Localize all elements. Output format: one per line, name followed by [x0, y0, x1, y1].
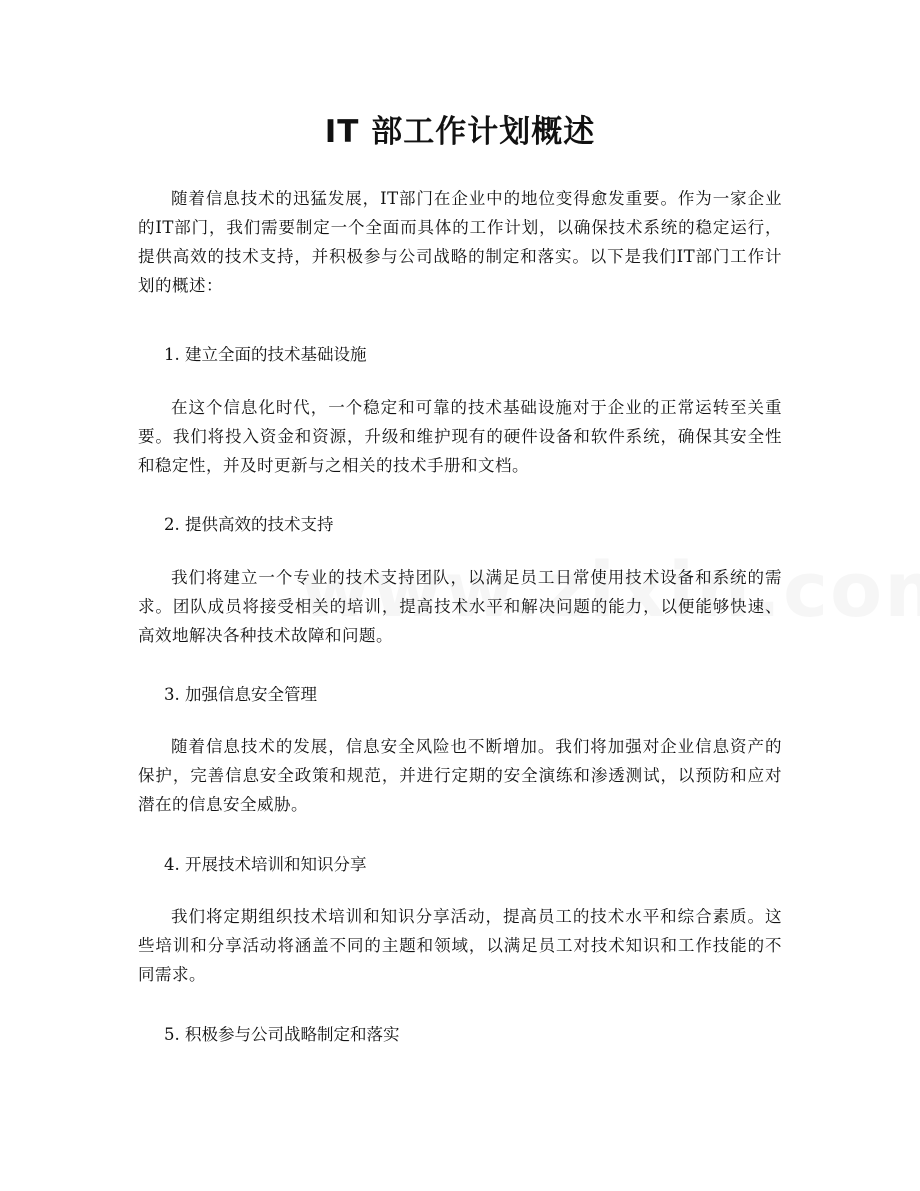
section-heading-3: 3. 加强信息安全管理 [164, 685, 317, 704]
section-heading-1: 1. 建立全面的技术基础设施 [164, 345, 367, 364]
section-body-1: 在这个信息化时代，一个稳定和可靠的技术基础设施对于企业的正常运转至关重要。我们将投入资金和资源，升级和维护现有的硬件设备和软件系统，确保其安全性和稳定性，并及时更新与之相关的技术手册和文档。 [138, 398, 782, 475]
section-heading-5: 5. 积极参与公司战略制定和落实 [164, 1025, 400, 1044]
section-body-3: 随着信息技术的发展，信息安全风险也不断增加。我们将加强对企业信息资产的保护，完善信息安全政策和规范，并进行定期的安全演练和渗透测试，以预防和应对潜在的信息安全威胁。 [138, 737, 782, 814]
section-body-2: 我们将建立一个专业的技术支持团队，以满足员工日常使用技术设备和系统的需求。团队成员将接受相关的培训，提高技术水平和解决问题的能力，以便能够快速、高效地解决各种技术故障和问题。 [138, 568, 782, 645]
section-heading-2: 2. 提供高效的技术支持 [164, 515, 334, 534]
section-body-4: 我们将定期组织技术培训和知识分享活动，提高员工的技术水平和综合素质。这些培训和分享活动将涵盖不同的主题和领域，以满足员工对技术知识和工作技能的不同需求。 [138, 907, 782, 984]
section-heading-4: 4. 开展技术培训和知识分享 [164, 855, 367, 874]
intro-paragraph: 随着信息技术的迅猛发展，IT部门在企业中的地位变得愈发重要。作为一家企业的IT部门，我们需要制定一个全面而具体的工作计划，以确保技术系统的稳定运行，提供高效的技术支持，并积极参与公司战略的制定和落实。以下是我们IT部门工作计划的概述： [138, 189, 782, 295]
page-title: IT 部工作计划概述 [324, 114, 596, 150]
